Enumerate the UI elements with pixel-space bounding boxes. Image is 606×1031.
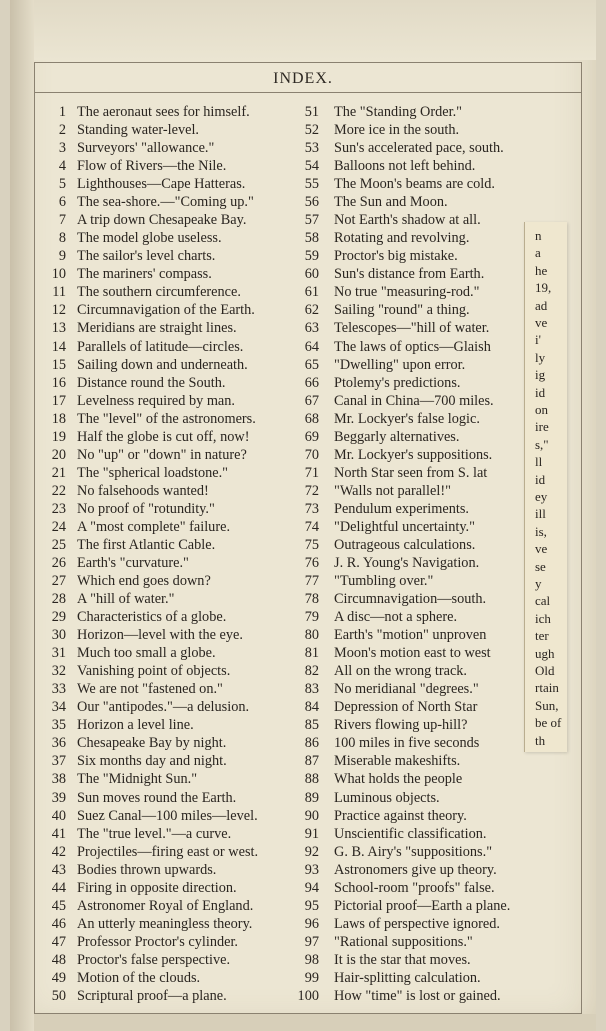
index-entry bbox=[0, 662, 560, 680]
slip-fragment: th bbox=[535, 732, 546, 748]
index-entry bbox=[0, 590, 560, 608]
index-entry bbox=[0, 482, 560, 500]
slip-fragment: be of bbox=[535, 715, 562, 731]
index-entry bbox=[0, 301, 560, 319]
entry-number: 46 bbox=[51, 915, 66, 932]
entry-title: Horizon a level line. bbox=[77, 717, 194, 734]
entry-title: The mariners' compass. bbox=[77, 266, 212, 283]
entry-number: 26 bbox=[51, 555, 66, 571]
entry-title: Sun moves round the Earth. bbox=[77, 789, 237, 806]
slip-fragment: id bbox=[535, 471, 546, 487]
entry-number: 41 bbox=[51, 825, 66, 842]
slip-fragment: ire bbox=[535, 419, 549, 435]
entry-number: 82 bbox=[304, 663, 319, 680]
entry-title: Proctor's false perspective. bbox=[77, 951, 231, 968]
entry-number: 90 bbox=[304, 807, 319, 824]
entry-number: 7 bbox=[58, 212, 66, 229]
index-entry bbox=[0, 608, 560, 626]
pasted-paper-slip bbox=[524, 222, 567, 752]
page-bottom-margin bbox=[34, 1014, 596, 1031]
entry-number: 21 bbox=[51, 464, 66, 481]
entry-title: Ptolemy's predictions. bbox=[334, 374, 461, 391]
entry-number: 70 bbox=[304, 446, 319, 463]
slip-fragment: ey bbox=[535, 489, 548, 504]
entry-title: North Star seen from S. lat bbox=[334, 464, 488, 481]
entry-number: 97 bbox=[304, 933, 319, 950]
entry-title: Characteristics of a globe. bbox=[77, 609, 227, 626]
entry-number: 54 bbox=[304, 158, 319, 175]
entry-title: "Delightful uncertainty." bbox=[334, 518, 475, 535]
entry-number: 14 bbox=[51, 338, 66, 355]
entry-number: 50 bbox=[51, 987, 66, 1004]
entry-number: 68 bbox=[304, 410, 319, 427]
entry-number: 34 bbox=[51, 699, 66, 716]
entry-number: 88 bbox=[304, 771, 319, 788]
entry-title: Not Earth's shadow at all. bbox=[334, 212, 481, 229]
entry-title: Unscientific classification. bbox=[334, 825, 487, 842]
entry-number: 28 bbox=[51, 591, 66, 608]
slip-fragment: Old bbox=[535, 663, 555, 678]
entry-title: "Walls not parallel!" bbox=[334, 482, 451, 499]
entry-title: What holds the people bbox=[334, 771, 463, 788]
entry-title: Outrageous calculations. bbox=[334, 536, 476, 553]
entry-number: 93 bbox=[304, 861, 319, 878]
entry-title: Circumnavigation—south. bbox=[334, 591, 487, 608]
entry-number: 25 bbox=[51, 536, 66, 553]
index-entry bbox=[0, 500, 560, 518]
entry-number: 87 bbox=[304, 753, 319, 770]
index-entry bbox=[0, 247, 560, 265]
index-entry bbox=[0, 410, 560, 428]
entry-number: 74 bbox=[304, 518, 319, 535]
entry-title: Professor Proctor's cylinder. bbox=[77, 933, 239, 950]
entry-title: A "hill of water." bbox=[77, 591, 175, 608]
entry-number: 86 bbox=[304, 735, 319, 752]
entry-title: "Rational suppositions." bbox=[334, 933, 473, 950]
slip-fragment: se bbox=[535, 558, 546, 574]
slip-fragment: ich bbox=[535, 610, 551, 626]
entry-number: 23 bbox=[51, 500, 66, 517]
entry-title: Canal in China—700 miles. bbox=[334, 392, 494, 409]
entry-number: 42 bbox=[51, 843, 66, 860]
title-divider bbox=[34, 92, 582, 93]
entry-title: Half the globe is cut off, now! bbox=[77, 428, 250, 445]
entry-title: A "most complete" failure. bbox=[77, 518, 231, 535]
entry-title: Pendulum experiments. bbox=[334, 500, 470, 517]
entry-number: 94 bbox=[304, 879, 319, 896]
entry-number: 13 bbox=[51, 320, 66, 337]
slip-fragment: ill bbox=[535, 506, 546, 522]
entry-number: 49 bbox=[51, 969, 66, 986]
entry-title: Motion of the clouds. bbox=[77, 969, 201, 986]
entry-number: 95 bbox=[304, 897, 319, 914]
entry-number: 43 bbox=[51, 861, 66, 878]
slip-fragment: i' bbox=[535, 332, 541, 348]
entry-title: Horizon—level with the eye. bbox=[77, 627, 243, 644]
entry-title: Pictorial proof—Earth a plane. bbox=[334, 897, 511, 914]
entry-title: Projectiles—firing east or west. bbox=[77, 843, 259, 860]
entry-title: Rotating and revolving. bbox=[334, 230, 470, 247]
index-entry bbox=[0, 698, 560, 716]
entry-number: 22 bbox=[51, 482, 66, 499]
entry-number: 30 bbox=[51, 627, 66, 644]
index-entry bbox=[0, 987, 560, 1005]
slip-fragment: a bbox=[535, 245, 541, 261]
entry-number: 84 bbox=[304, 699, 319, 716]
entry-title: Mr. Lockyer's false logic. bbox=[334, 410, 480, 427]
slip-fragment: ad bbox=[535, 297, 548, 313]
entry-title: The laws of optics—Glaish bbox=[334, 338, 491, 355]
slip-fragment: s," bbox=[535, 436, 549, 452]
entry-title: Six months day and night. bbox=[77, 753, 227, 770]
entry-number: 32 bbox=[51, 663, 66, 680]
entry-number: 65 bbox=[304, 356, 319, 373]
entry-number: 64 bbox=[304, 338, 319, 355]
entry-title: Vanishing point of objects. bbox=[77, 663, 231, 680]
entry-number: 1 bbox=[58, 104, 66, 120]
index-entry bbox=[0, 843, 560, 861]
entry-title: The "spherical loadstone." bbox=[77, 464, 229, 481]
entry-number: 78 bbox=[304, 591, 319, 608]
index-entry bbox=[0, 518, 560, 536]
entry-number: 16 bbox=[51, 374, 66, 391]
entry-title: Moon's motion east to west bbox=[334, 645, 491, 662]
entry-title: 100 miles in five seconds bbox=[334, 735, 480, 752]
entry-number: 18 bbox=[51, 410, 66, 427]
entry-number: 33 bbox=[51, 681, 66, 698]
entry-title: A disc—not a sphere. bbox=[334, 609, 458, 626]
entry-number: 59 bbox=[304, 248, 319, 265]
entry-title: The aeronaut sees for himself. bbox=[77, 104, 250, 120]
entry-title: Balloons not left behind. bbox=[334, 158, 476, 175]
entry-number: 57 bbox=[304, 212, 319, 229]
index-entry bbox=[0, 536, 560, 557]
entry-number: 10 bbox=[51, 266, 66, 283]
entry-title: How "time" is lost or gained. bbox=[334, 987, 501, 1004]
index-entry bbox=[0, 626, 560, 644]
entry-title: Earth's "motion" unproven bbox=[334, 627, 487, 644]
slip-fragment: ter bbox=[535, 628, 549, 644]
entry-title: Firing in opposite direction. bbox=[77, 879, 237, 896]
entry-number: 45 bbox=[51, 897, 66, 914]
entry-title: Sailing down and underneath. bbox=[77, 356, 248, 373]
slip-fragment: y bbox=[535, 576, 542, 591]
entry-number: 63 bbox=[304, 320, 319, 337]
entry-title: Bodies thrown upwards. bbox=[77, 861, 217, 878]
entry-number: 71 bbox=[304, 464, 319, 481]
entry-number: 17 bbox=[51, 392, 66, 409]
entry-title: No proof of "rotundity." bbox=[77, 500, 215, 517]
entry-number: 37 bbox=[51, 753, 66, 770]
entry-number: 4 bbox=[58, 158, 66, 175]
entry-title: The first Atlantic Cable. bbox=[77, 536, 216, 553]
entry-title: Chesapeake Bay by night. bbox=[77, 735, 227, 752]
entry-number: 47 bbox=[51, 933, 66, 950]
slip-fragment: cal bbox=[535, 593, 551, 609]
entry-title: Levelness required by man. bbox=[77, 392, 236, 409]
entry-title: No meridianal "degrees." bbox=[334, 681, 479, 698]
entry-title: J. R. Young's Navigation. bbox=[334, 555, 480, 571]
entry-number: 52 bbox=[304, 122, 319, 139]
entry-title: An utterly meaningless theory. bbox=[77, 915, 253, 932]
entry-title: The "Midnight Sun." bbox=[77, 771, 198, 788]
entry-title: Depression of North Star bbox=[334, 699, 478, 716]
index-entry bbox=[0, 789, 560, 807]
slip-fragment: ugh bbox=[535, 645, 555, 661]
entry-number: 81 bbox=[304, 645, 319, 662]
index-entry bbox=[0, 139, 560, 157]
entry-title: "Dwelling" upon error. bbox=[334, 356, 466, 373]
slip-fragment: is, bbox=[535, 523, 547, 539]
slip-fragment: ve bbox=[535, 315, 548, 330]
entry-number: 99 bbox=[304, 969, 319, 986]
entry-number: 19 bbox=[51, 428, 66, 445]
entry-number: 48 bbox=[51, 951, 66, 968]
entry-number: 69 bbox=[304, 428, 319, 445]
index-entry bbox=[0, 807, 560, 825]
entry-title: A trip down Chesapeake Bay. bbox=[77, 212, 247, 229]
entry-title: The "Standing Order." bbox=[334, 104, 463, 120]
index-entry bbox=[0, 175, 560, 193]
entry-number: 91 bbox=[304, 825, 319, 842]
entry-title: More ice in the south. bbox=[334, 122, 460, 139]
entry-title: Miserable makeshifts. bbox=[334, 753, 461, 770]
entry-title: Earth's "curvature." bbox=[77, 555, 189, 571]
index-entry bbox=[0, 356, 560, 374]
entry-number: 39 bbox=[51, 789, 66, 806]
index-entry bbox=[0, 951, 560, 969]
index-entry bbox=[0, 752, 560, 770]
slip-fragment: ll bbox=[535, 454, 543, 470]
entry-title: No "up" or "down" in nature? bbox=[77, 446, 247, 463]
entry-number: 62 bbox=[304, 302, 319, 319]
slip-fragment: rtain bbox=[535, 680, 559, 696]
slip-fragment: he bbox=[535, 262, 548, 278]
entry-title: Mr. Lockyer's suppositions. bbox=[334, 446, 493, 463]
entry-number: 60 bbox=[304, 266, 319, 283]
entry-title: G. B. Airy's "suppositions." bbox=[334, 843, 493, 860]
entry-number: 36 bbox=[51, 735, 66, 752]
entry-number: 67 bbox=[304, 392, 319, 409]
entry-title: Sun's distance from Earth. bbox=[334, 266, 485, 283]
entry-title: Parallels of latitude—circles. bbox=[77, 338, 244, 355]
entry-number: 92 bbox=[304, 843, 319, 860]
entry-title: The sailor's level charts. bbox=[77, 248, 216, 265]
entry-number: 80 bbox=[304, 627, 319, 644]
entry-number: 38 bbox=[51, 771, 66, 788]
entry-number: 89 bbox=[304, 789, 319, 806]
entry-number: 77 bbox=[304, 573, 319, 590]
index-entry bbox=[0, 211, 560, 229]
entry-title: Sun's accelerated pace, south. bbox=[334, 140, 504, 157]
entry-title: Sailing "round" a thing. bbox=[334, 302, 470, 319]
index-entry bbox=[0, 716, 560, 734]
entry-number: 85 bbox=[304, 717, 319, 734]
entry-title: Lighthouses—Cape Hatteras. bbox=[77, 176, 246, 193]
entry-title: The southern circumference. bbox=[77, 284, 241, 301]
slip-fragment: ig bbox=[535, 367, 546, 383]
entry-number: 72 bbox=[304, 482, 319, 499]
entry-title: Much too small a globe. bbox=[77, 645, 216, 662]
entry-number: 8 bbox=[58, 230, 66, 247]
entry-number: 31 bbox=[51, 645, 66, 662]
entry-number: 75 bbox=[304, 536, 319, 553]
entry-title: Flow of Rivers—the Nile. bbox=[77, 158, 227, 175]
index-entry bbox=[0, 392, 560, 410]
index-entry bbox=[0, 121, 560, 139]
entry-number: 5 bbox=[58, 176, 66, 193]
entry-number: 58 bbox=[304, 230, 319, 247]
index-entry bbox=[0, 861, 560, 879]
entry-title: Practice against theory. bbox=[334, 807, 467, 824]
index-entry bbox=[0, 644, 560, 662]
index-entry bbox=[0, 933, 560, 951]
index-entry bbox=[0, 428, 560, 446]
entry-number: 100 bbox=[297, 987, 319, 1004]
entry-number: 15 bbox=[51, 356, 66, 373]
entry-title: The model globe useless. bbox=[77, 230, 222, 247]
entry-title: Astronomers give up theory. bbox=[334, 861, 497, 878]
entry-title: Standing water-level. bbox=[77, 122, 199, 139]
slip-fragment: ve bbox=[535, 541, 548, 557]
index-entry bbox=[0, 770, 560, 788]
entry-number: 83 bbox=[304, 681, 319, 698]
entry-title: Our "antipodes."—a delusion. bbox=[77, 699, 250, 716]
entry-number: 9 bbox=[58, 248, 66, 265]
entry-number: 11 bbox=[52, 284, 66, 301]
entry-title: Hair-splitting calculation. bbox=[334, 969, 481, 986]
index-entry bbox=[0, 103, 560, 121]
entry-number: 79 bbox=[304, 609, 319, 626]
index-entry bbox=[0, 825, 560, 843]
entry-title: Scriptural proof—a plane. bbox=[77, 987, 227, 1004]
entry-number: 6 bbox=[58, 194, 66, 211]
entry-number: 44 bbox=[51, 879, 66, 896]
entry-title: No falsehoods wanted! bbox=[77, 482, 209, 499]
slip-fragment: n bbox=[535, 228, 542, 243]
entry-title: Meridians are straight lines. bbox=[77, 320, 237, 337]
entry-title: It is the star that moves. bbox=[334, 951, 471, 968]
index-entry bbox=[0, 554, 560, 572]
entry-number: 3 bbox=[58, 140, 66, 157]
entry-number: 35 bbox=[51, 717, 66, 734]
entry-number: 12 bbox=[51, 302, 66, 319]
index-entry bbox=[0, 680, 560, 698]
entry-number: 40 bbox=[51, 807, 66, 824]
index-entry bbox=[0, 897, 560, 915]
entry-number: 2 bbox=[58, 122, 66, 139]
entry-number: 56 bbox=[304, 194, 319, 211]
slip-fragment: id bbox=[535, 384, 546, 400]
page-title: INDEX. bbox=[273, 70, 333, 87]
index-entry bbox=[0, 338, 560, 356]
entry-title: Luminous objects. bbox=[334, 789, 440, 806]
index-entry bbox=[0, 879, 560, 897]
entry-title: Astronomer Royal of England. bbox=[77, 897, 254, 914]
index-entry bbox=[0, 915, 560, 933]
entry-title: All on the wrong track. bbox=[334, 663, 468, 680]
index-entry bbox=[0, 446, 560, 464]
entry-title: Rivers flowing up-hill? bbox=[334, 717, 468, 734]
index-entry bbox=[0, 262, 560, 283]
entry-title: "Tumbling over." bbox=[334, 573, 434, 590]
entry-number: 61 bbox=[304, 284, 319, 301]
index-entry bbox=[0, 283, 560, 301]
entry-title: The "true level."—a curve. bbox=[77, 825, 232, 842]
slip-fragment: 19, bbox=[535, 280, 552, 296]
entry-number: 29 bbox=[51, 609, 66, 626]
entry-title: Surveyors' "allowance." bbox=[77, 140, 215, 157]
entry-title: Distance round the South. bbox=[77, 374, 226, 391]
slip-fragment: ly bbox=[535, 349, 546, 365]
entry-title: Circumnavigation of the Earth. bbox=[77, 302, 255, 319]
entry-title: Beggarly alternatives. bbox=[334, 428, 460, 445]
index-entry bbox=[0, 157, 560, 175]
index-entry bbox=[0, 374, 560, 392]
slip-fragment: Sun, bbox=[535, 697, 559, 713]
entry-number: 55 bbox=[304, 176, 319, 193]
entry-number: 98 bbox=[304, 951, 319, 968]
index-entry bbox=[0, 572, 560, 590]
entry-title: The "level" of the astronomers. bbox=[77, 410, 256, 427]
entry-number: 76 bbox=[304, 555, 319, 571]
entry-number: 53 bbox=[304, 140, 319, 157]
entry-title: Which end goes down? bbox=[77, 573, 211, 590]
entry-title: School-room "proofs" false. bbox=[334, 879, 495, 896]
entry-number: 73 bbox=[304, 500, 319, 517]
entry-number: 27 bbox=[51, 573, 66, 590]
entry-title: The Sun and Moon. bbox=[334, 194, 448, 211]
entry-number: 96 bbox=[304, 915, 319, 932]
index-entry bbox=[0, 734, 560, 752]
entry-title: Laws of perspective ignored. bbox=[334, 915, 500, 932]
entry-title: Suez Canal—100 miles—level. bbox=[77, 807, 258, 824]
index-entry bbox=[0, 319, 560, 337]
index-entry bbox=[0, 193, 560, 211]
entry-title: Proctor's big mistake. bbox=[334, 248, 458, 265]
entry-title: The Moon's beams are cold. bbox=[334, 176, 495, 193]
index-entry bbox=[0, 229, 560, 247]
slip-fragment: on bbox=[535, 402, 548, 417]
entry-number: 66 bbox=[304, 374, 319, 391]
entry-title: Telescopes—"hill of water. bbox=[334, 320, 490, 337]
index-entry bbox=[0, 464, 560, 482]
entry-title: The sea-shore.—"Coming up." bbox=[77, 194, 254, 211]
entry-number: 24 bbox=[51, 518, 66, 535]
entry-number: 51 bbox=[304, 104, 319, 120]
page-top-margin bbox=[34, 0, 596, 60]
entry-title: No true "measuring-rod." bbox=[334, 284, 480, 301]
entry-title: We are not "fastened on." bbox=[77, 681, 223, 698]
index-entry bbox=[0, 969, 560, 987]
entry-number: 20 bbox=[51, 446, 66, 463]
